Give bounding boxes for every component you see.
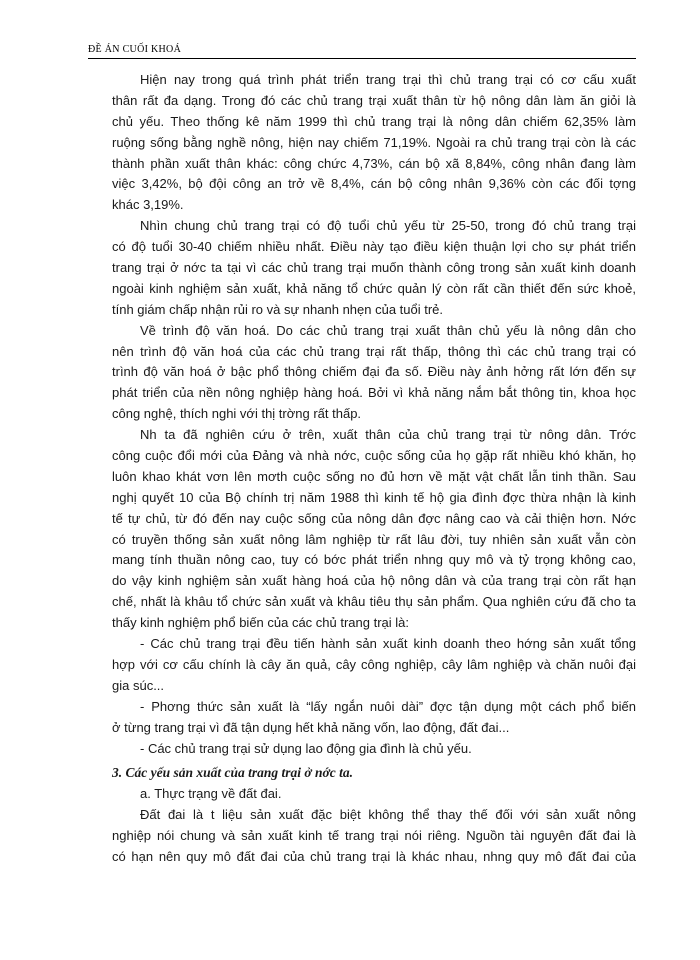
text-line: có độ tuổi 30-40 chiếm nhiều nhất. Điều này tạo điều kiện thuận lợi cho sự phát triển <box>112 239 636 255</box>
text-line: mang tính thuần nông cao, tuy có bớc phát triển nhng quy mô và tỷ trọng không cao, <box>112 552 636 568</box>
text-line: nên trình độ văn hoá của các chủ trang trại rất thấp, thông thì các chủ trang trại có <box>112 343 636 359</box>
page-header <box>88 44 636 59</box>
paragraph-age <box>112 216 636 320</box>
text-line: tế tự chủ, từ đó đến nay cuộc sống của nông dân đợc nâng cao và cải thiện hơn. Nớc <box>112 510 636 526</box>
text-line: luôn khao khát vơn lên mơth cuộc sống no đủ hơn về mặt vật chất lẫn tinh thần. Sau <box>112 468 636 484</box>
text-line: ruộng sống bằng nghề nông, hiện nay chiếm 71,19%. Ngoài ra chủ trang trại còn là các <box>112 134 636 150</box>
text-line: hợp với cơ cấu chính là cây ăn quả, cây công nghiệp, cây lâm nghiệp và chăn nuôi đại <box>112 656 636 672</box>
document-body <box>112 70 636 868</box>
text-line: nghị quyết 10 của Bộ chính trị năm 1988 thì kinh tế hộ gia đình đợc thừa nhận là kinh <box>112 489 636 505</box>
text-line: ở từng trang trại vì đã tận dụng hết khả năng vốn, lao động, đất đai... <box>112 719 510 735</box>
text-line: gia súc... <box>112 677 165 693</box>
text-line: công nghệ, thích nghi với thị trờng rất thấp. <box>112 406 362 422</box>
text-line: khác 3,19%. <box>112 197 184 213</box>
text-line: trình độ văn hoá ở bậc phổ thông chiếm đại đa số. Điều này ảnh hởng rất lớn đến sự <box>112 364 636 380</box>
text-line: phát triển của nền nông nghiệp hàng hoá. Bởi vì khả năng nắm bắt thông tin, khoa học <box>112 385 636 401</box>
text-line: tính giám chấp nhận rủi ro và sự nhanh nhẹn của tuổi trẻ. <box>112 301 444 317</box>
paragraph-origin <box>112 70 636 216</box>
text-line: thân rất đa dạng. Trong đó các chủ trang trại xuất thân từ hộ nông dân làm ăn giỏi là <box>112 92 636 108</box>
paragraph-education <box>112 321 636 425</box>
text-line: thành phần xuất thân khác: công chức 4,73%, cán bộ xã 8,84%, công nhân đang làm <box>112 155 636 171</box>
text-line: trang trại ở nớc ta tại vì các chủ trang trại muốn thành công trong sản xuất kinh doanh <box>112 260 636 276</box>
text-line: Nhìn chung chủ trang trại có độ tuổi chủ yếu từ 25-50, trong đó chủ trang trại <box>140 218 636 234</box>
text-line: việc 3,42%, bộ đội công an trở về 8,4%, cán bộ công nhân 9,36% còn các đối tợng <box>112 176 636 192</box>
bullet-item <box>112 634 636 697</box>
paragraph-experience <box>112 425 636 634</box>
text-line: Hiện nay trong quá trình phát triển trang trại thì chủ trang trại có cơ cấu xuất <box>140 72 636 87</box>
text-line: công cuộc đổi mới của Đảng và nhà nớc, cuộc sống của họ gặp rất nhiều khó khăn, họ <box>112 448 636 464</box>
section-3 <box>112 763 636 867</box>
subsection-heading: a. Thực trạng về đất đai. <box>140 786 282 802</box>
text-line: - Các chủ trang trại đều tiến hành sản xuất kinh doanh theo hớng sản xuất tổng <box>140 636 636 652</box>
text-line: - Các chủ trang trại sử dụng lao động gia đình là chủ yếu. <box>140 740 472 756</box>
section-heading: 3. Các yếu sản xuất của trang trại ở nớc ta. <box>112 765 354 781</box>
text-line: - Phơng thức sản xuất là “lấy ngắn nuôi dài” đợc tận dụng một cách phổ biến <box>140 698 636 714</box>
text-line: ngoài kinh nghiệm sản xuất, khả năng tổ chức quản lý còn rất cần thiết đến sức khoẻ, <box>112 280 636 296</box>
text-line: có hạn nên quy mô đất đai của chủ trang trại là khác nhau, nhng quy mô đất đai của <box>112 848 636 864</box>
text-line: do vậy kinh nghiệm sản xuất hàng hoá của hộ nông dân và của trang trại còn rất hạn <box>112 573 636 589</box>
bullet-item <box>112 739 636 760</box>
text-line: nghiệp nói chung và sản xuất kinh tế trang trại nói riêng. Nguồn tài nguyên đất đai là <box>112 828 636 844</box>
text-line: Về trình độ văn hoá. Do các chủ trang trại xuất thân chủ yếu là nông dân cho <box>140 322 636 338</box>
text-line: thấy kinh nghiệm phổ biến của các chủ trang trại là: <box>112 615 410 631</box>
text-line: Đất đai là t liệu sản xuất đặc biệt không thể thay thế đối với sản xuất nông <box>140 807 636 823</box>
text-line: Nh ta đã nghiên cứu ở trên, xuất thân của chủ trang trại từ nông dân. Trớc <box>140 427 636 443</box>
header-title: ĐỀ ÁN CUỐI KHOÁ <box>88 44 182 55</box>
text-line: có truyền thống sản xuất nông lâm nghiệp từ rất lâu đời, tuy nhiên sản xuất vẫn còn <box>112 531 636 547</box>
text-line: chủ yếu. Theo thống kê năm 1999 thì chủ trang trại là nông dân chiếm 62,35% làm <box>112 113 636 129</box>
bullet-item <box>112 697 636 739</box>
text-line: chế, nhất là khâu tổ chức sản xuất và khâu tiêu thụ sản phẩm. Qua nghiên cứu đã cho ta <box>112 594 636 610</box>
